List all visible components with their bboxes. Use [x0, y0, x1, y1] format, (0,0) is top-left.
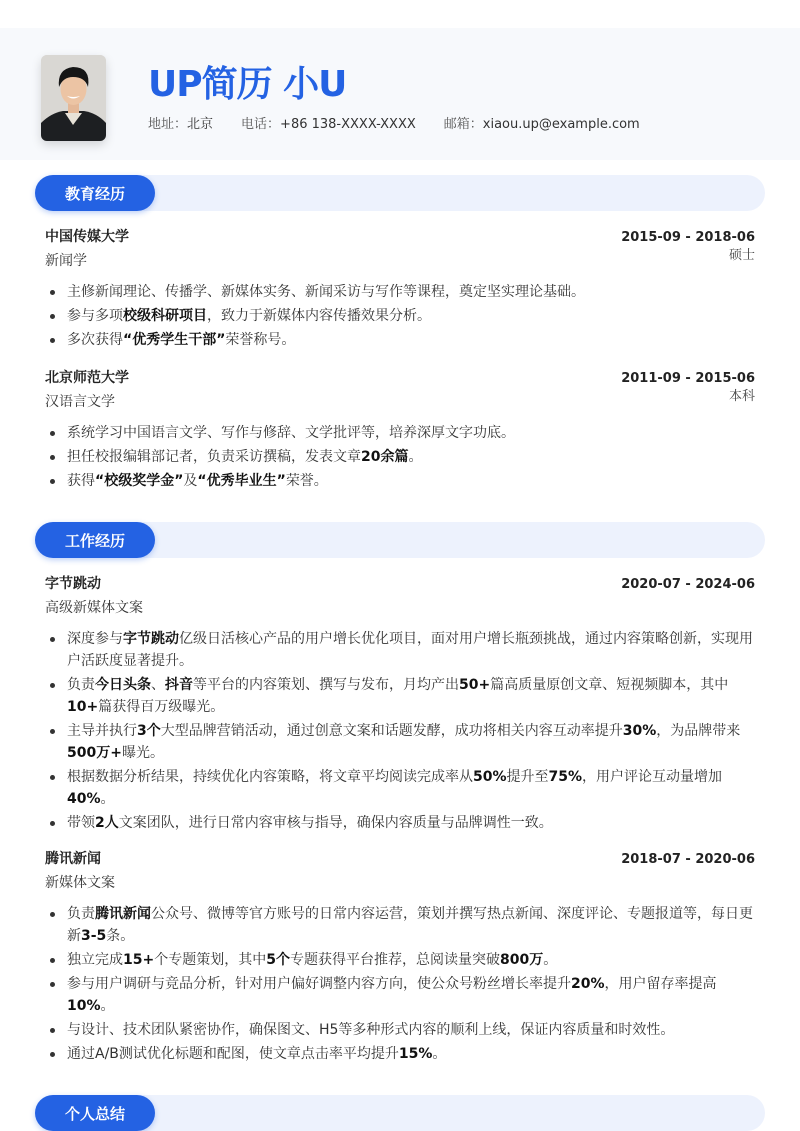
bullet-list — [45, 281, 755, 351]
text: 通过A/B测试优化标题和配图，使文章点击率平均提升 — [67, 1046, 399, 1062]
text: 获得 — [67, 473, 95, 489]
bullet-item — [45, 1043, 755, 1065]
bullet-item — [45, 766, 755, 810]
contact-email: 邮箱：xiaou.up@example.com — [443, 117, 640, 132]
contact-info — [148, 113, 640, 132]
text: 公众号、微博等官方账号的日常内容运营，策划并撰写热点新闻、深度评论、专题报道等，每日更新 — [67, 906, 753, 944]
bullet-list — [45, 903, 755, 1065]
entry-degree: 硕士 — [728, 248, 755, 263]
text: ，致力于新媒体内容传播效果分析。 — [207, 308, 431, 324]
contact-phone: 电话：+86 138-XXXX-XXXX — [241, 117, 416, 132]
bold-text: 2人 — [95, 815, 119, 831]
section-header — [35, 522, 765, 558]
text: 主修新闻理论、传播学、新媒体实务、新闻采访与写作等课程，奠定坚实理论基础。 — [67, 284, 585, 300]
bullet-item — [45, 720, 755, 764]
text: 专题获得平台推荐，总阅读量突破 — [289, 952, 500, 968]
entry-organization: 腾讯新闻 — [45, 851, 101, 867]
bullet-item — [45, 422, 755, 444]
bold-text: 3个 — [137, 723, 161, 739]
entry-date: 2015-09 - 2018-06 — [621, 230, 755, 245]
text: 亿级日活核心产品的用户增长优化项目，面对用户增长瓶颈挑战，通过内容策略创新，实现用户活跃度显著提升。 — [67, 631, 753, 669]
text: 深度参与 — [67, 631, 123, 647]
text: 及 — [183, 473, 198, 489]
bold-text: 校级科研项目 — [123, 308, 207, 324]
bullet-item — [45, 305, 755, 327]
text: 篇高质量原创文章、短视频脚本，其中 — [490, 677, 729, 693]
text: 篇获得百万级曝光。 — [98, 699, 225, 715]
resume-entry — [45, 226, 755, 353]
entry-organization: 北京师范大学 — [45, 370, 129, 386]
candidate-name: UP简历 小U — [148, 64, 347, 105]
text: 根据数据分析结果，持续优化内容策略，将文章平均阅读完成率从 — [67, 769, 473, 785]
resume-entry — [45, 573, 755, 836]
bold-text: 今日头条 — [95, 677, 151, 693]
bold-text: 50+ — [459, 677, 491, 693]
bold-text: 抖音 — [165, 677, 193, 693]
entry-date: 2020-07 - 2024-06 — [621, 577, 755, 592]
bold-text: 15+ — [123, 952, 155, 968]
text: 独立完成 — [67, 952, 123, 968]
bullet-item — [45, 628, 755, 672]
bullet-item — [45, 674, 755, 718]
text: 带领 — [67, 815, 95, 831]
text: 。 — [432, 1046, 447, 1062]
section-title: 教育经历 — [35, 175, 155, 211]
contact-address: 地址：北京 — [148, 117, 214, 132]
bold-text: 10% — [67, 998, 101, 1014]
entry-subtitle: 汉语言文学 — [45, 394, 115, 410]
bold-text: “校级奖学金” — [95, 473, 184, 489]
profile-photo — [41, 55, 106, 141]
bold-text: 75% — [548, 769, 583, 785]
bold-text: 10+ — [67, 699, 99, 715]
bold-text: 字节跳动 — [123, 631, 179, 647]
bold-text: 15% — [398, 1046, 433, 1062]
bold-text: “优秀学生干部” — [123, 332, 226, 348]
bold-text: 50% — [473, 769, 507, 785]
text: ，用户留存率提高 — [604, 976, 717, 992]
bullet-list — [45, 628, 755, 834]
bullet-list — [45, 422, 755, 492]
entry-degree: 本科 — [728, 389, 755, 404]
bold-text: 40% — [67, 791, 101, 807]
text: 。 — [543, 952, 558, 968]
text: 参与多项 — [67, 308, 123, 324]
text: 条。 — [106, 928, 135, 944]
bullet-item — [45, 903, 755, 947]
text: 。 — [100, 791, 115, 807]
bullet-item — [45, 1019, 755, 1041]
text: 负责 — [67, 677, 95, 693]
bullet-item — [45, 470, 755, 492]
text: 系统学习中国语言文学、写作与修辞、文学批评等，培养深厚文字功底。 — [67, 425, 515, 441]
resume-entry — [45, 367, 755, 494]
text: 荣誉称号。 — [225, 332, 296, 348]
resume-header — [0, 28, 800, 160]
text: 荣誉。 — [285, 473, 328, 489]
bold-text: 3-5 — [81, 928, 107, 944]
entry-date: 2011-09 - 2015-06 — [621, 371, 755, 386]
section-header — [35, 175, 765, 211]
text: 曝光。 — [121, 745, 164, 761]
bold-text: 800万 — [499, 952, 544, 968]
entry-organization: 中国传媒大学 — [45, 229, 129, 245]
text: 。 — [408, 449, 423, 465]
bold-text: 30% — [622, 723, 657, 739]
bullet-item — [45, 973, 755, 1017]
text: 等平台的内容策划、撰写与发布，月均产出 — [193, 677, 459, 693]
bullet-item — [45, 446, 755, 468]
bullet-item — [45, 329, 755, 351]
text: ，为品牌带来 — [656, 723, 741, 739]
bold-text: 500万+ — [67, 745, 122, 761]
text: 。 — [100, 998, 115, 1014]
text: 与设计、技术团队紧密协作，确保图文、H5等多种形式内容的顺利上线，保证内容质量和时效性。 — [67, 1022, 675, 1038]
text: 担任校报编辑部记者，负责采访撰稿，发表文章 — [67, 449, 361, 465]
bold-text: 腾讯新闻 — [95, 906, 151, 922]
section-title: 工作经历 — [35, 522, 155, 558]
text: 提升至 — [506, 769, 549, 785]
bold-text: 20% — [571, 976, 605, 992]
section-title: 个人总结 — [35, 1095, 155, 1131]
resume-entry — [45, 848, 755, 1067]
text: 参与用户调研与竞品分析，针对用户偏好调整内容方向，使公众号粉丝增长率提升 — [67, 976, 571, 992]
bullet-item — [45, 281, 755, 303]
text: 大型品牌营销活动，通过创意文案和话题发酵，成功将相关内容互动率提升 — [160, 723, 623, 739]
text: 多次获得 — [67, 332, 123, 348]
bold-text: 5个 — [266, 952, 290, 968]
text: 负责 — [67, 906, 95, 922]
entry-date: 2018-07 - 2020-06 — [621, 852, 755, 867]
bold-text: 20余篇 — [361, 449, 409, 465]
entry-subtitle: 新闻学 — [45, 253, 87, 269]
bullet-item — [45, 949, 755, 971]
entry-subtitle: 新媒体文案 — [45, 875, 115, 891]
text: 文案团队，进行日常内容审核与指导，确保内容质量与品牌调性一致。 — [118, 815, 553, 831]
bold-text: “优秀毕业生” — [197, 473, 286, 489]
entry-subtitle: 高级新媒体文案 — [45, 600, 143, 616]
section-header — [35, 1095, 765, 1131]
text: ，用户评论互动量增加 — [582, 769, 723, 785]
text: 个专题策划，其中 — [154, 952, 267, 968]
entry-organization: 字节跳动 — [45, 576, 101, 592]
text: 主导并执行 — [67, 723, 137, 739]
bullet-item — [45, 812, 755, 834]
text: 、 — [151, 677, 165, 693]
